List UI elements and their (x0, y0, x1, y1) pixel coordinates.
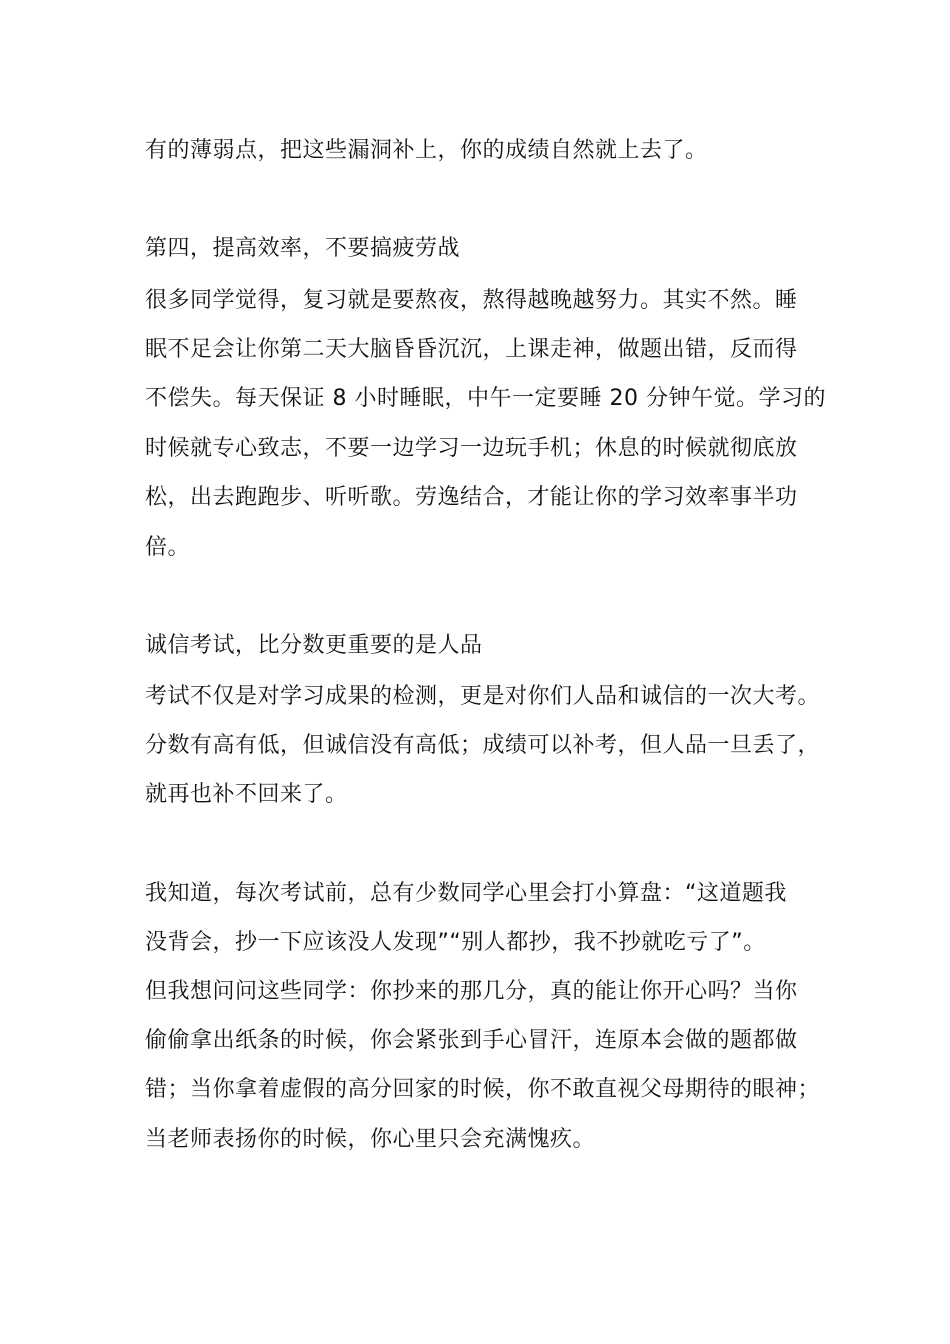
section-heading: 第四，提高效率，不要搞疲劳战 (145, 236, 461, 261)
paragraph-line: 但我想问问这些同学：你抄来的那几分，真的能让你开心吗？当你 (145, 979, 798, 1004)
paragraph-line: 当老师表扬你的时候，你心里只会充满愧疚。 (145, 1127, 596, 1152)
paragraph-line: 偷偷拿出纸条的时候，你会紧张到手心冒汗，连原本会做的题都做 (145, 1028, 798, 1053)
paragraph-line: 眠不足会让你第二天大脑昏昏沉沉，上课走神，做题出错，反而得 (145, 337, 798, 362)
paragraph-line: 很多同学觉得，复习就是要熬夜，熬得越晚越努力。其实不然。睡 (145, 288, 798, 313)
paragraph-line: 有的薄弱点，把这些漏洞补上，你的成绩自然就上去了。 (145, 138, 708, 163)
paragraph-line: 我知道，每次考试前，总有少数同学心里会打小算盘：“这道题我 (145, 881, 787, 906)
paragraph-line: 松，出去跑跑步、听听歌。劳逸结合，才能让你的学习效率事半功 (145, 485, 798, 510)
section-heading: 诚信考试，比分数更重要的是人品 (145, 633, 483, 658)
paragraph-line: 时候就专心致志，不要一边学习一边玩手机；休息的时候就彻底放 (145, 436, 798, 461)
paragraph-line: 错；当你拿着虚假的高分回家的时候，你不敢直视父母期待的眼神； (145, 1077, 821, 1102)
paragraph-line: 倍。 (145, 535, 191, 560)
paragraph-line: 没背会，抄一下应该没人发现”“别人都抄，我不抄就吃亏了”。 (145, 930, 766, 955)
paragraph-line: 不偿失。每天保证 8 小时睡眠，中午一定要睡 20 分钟午觉。学习的 (145, 386, 826, 411)
paragraph-line: 分数有高有低，但诚信没有高低；成绩可以补考，但人品一旦丢了， (145, 733, 821, 758)
paragraph-line: 就再也补不回来了。 (145, 782, 348, 807)
paragraph-line: 考试不仅是对学习成果的检测，更是对你们人品和诚信的一次大考。 (145, 684, 821, 709)
